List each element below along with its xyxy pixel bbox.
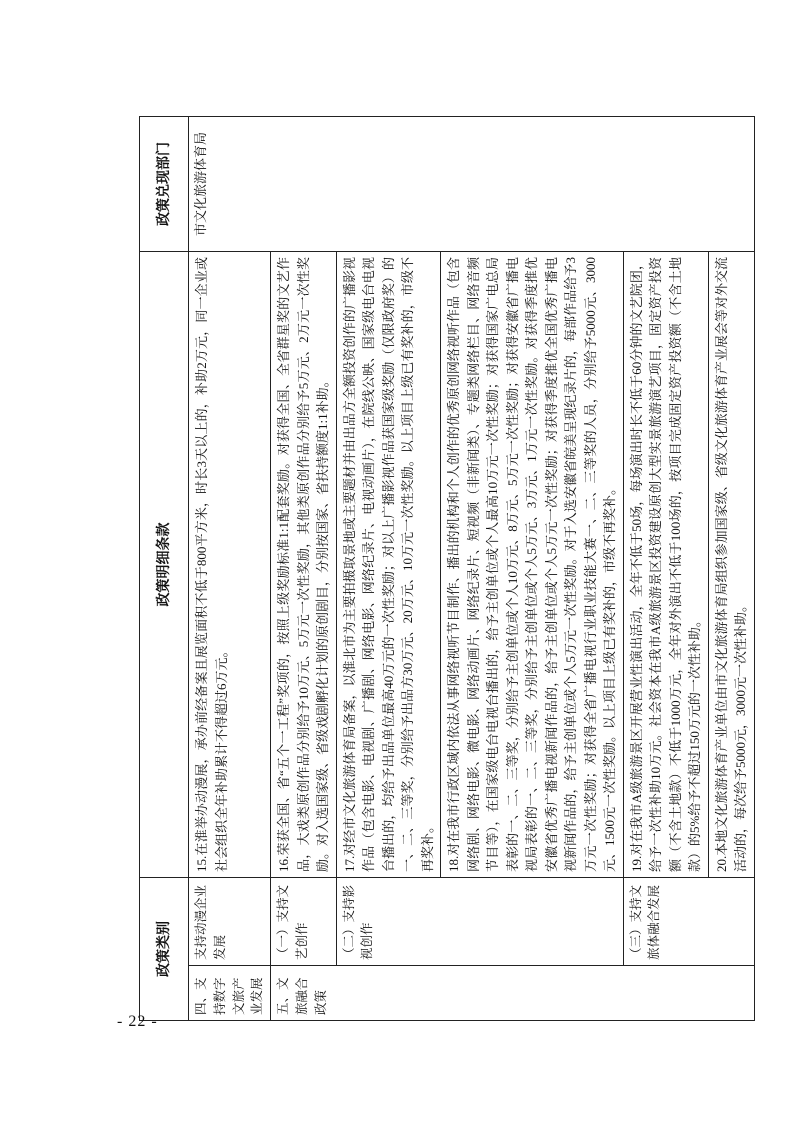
- table-area: [139, 117, 748, 1021]
- table-row: [271, 117, 337, 1021]
- policy-item-17: 17.对经市文化旅游体育局备案，以淮北市为主要拍摄取景地或主要题材并由出品方全额投资创作的广播影视作品（包含电影、电视剧、广播剧、网络电影、网络纪录片、电视动画片），在院线公映、国家级电台电视台播出的，均给予出品单位最高40万元的一次性奖励；对以上广播影视作品获国家级奖励（仅限政府奖）的一、二、三等奖，分别给予出品方30万元、20万元、10万元一次性奖励。以上项目上级已有奖补的，市级不再奖补。: [336, 252, 441, 878]
- section-four-title: 四、支持数字文旅产业发展: [189, 966, 271, 1021]
- section-five-sub2: （二）支持影视创作: [336, 878, 623, 966]
- table-row: [336, 117, 441, 1021]
- policy-table: [139, 116, 755, 1021]
- section-four-sub: 支持动漫企业发展: [189, 878, 271, 966]
- policy-item-19: 19.对在我市A级旅游景区开展营业性演出活动，全年不低于50场，每场演出时长不低于60分钟的文艺院团，给予一次性补助10万元。社会资本在我市A级旅游景区投资建设原创大型实景旅游演艺项目，固定资产投资额（不含土地款）不低于1000万元，全年对外演出不低于100场的，按项目完成固定资产投资额（不含土地款）的5%给予不超过150万元的一次性补助。: [623, 252, 708, 878]
- table-header-row: [140, 117, 189, 1021]
- policy-item-15: 15.在淮举办动漫展，承办前经备案且展览面积不低于800平方米，时长3天以上的，补助2万元，同一企业或社会组织全年补助累计不得超过6万元。: [189, 252, 271, 878]
- page-number: - 22 -: [117, 1013, 158, 1030]
- header-department: 政策兑现部门: [140, 117, 189, 252]
- table-row: [189, 117, 271, 1021]
- rotated-table-container: [139, 117, 748, 1021]
- section-five-title: 五、文旅融合政策: [271, 966, 755, 1021]
- policy-item-16: 16.荣获全国、省“五个一工程”奖项的，按照上级奖励标准1:1配套奖励。对获得全国、全省群星奖的文艺作品，大戏类原创作品分别给予10万元、5万元一次性奖励，其他类原创作品分别给予5万元、2万元一次性奖励。对入选国家级、省级戏剧孵化计划的原创剧目，分别按国家、省扶持额度1:1补助。: [271, 252, 337, 878]
- header-detail: 政策明细条款: [140, 252, 189, 878]
- section-five-sub3: （三）支持文旅体融合发展: [623, 878, 754, 966]
- section-five-sub1: （一）支持文艺创作: [271, 878, 337, 966]
- policy-item-18: 18.对在我市行政区域内依法从事网络视听节目制作、播出的机构和个人创作的优秀原创网络视听作品（包含网络剧、网络电影、微电影、网络动画片、网络纪录片、短视频（非新闻类）、专题类网络栏目、网络音频节目等），在国家级电台电视台播出的，给予主创单位或个人最高10万元一次性奖励；对获得国家广电总局表彰的一、二、三等奖，分别给予主创单位或个人10万元、8万元、5万元一次性奖励；对获得安徽省广播电视局表彰的一、二、三等奖，分别给予主创单位或个人5万元、3万元、1万元一次性奖励。对获得季度推优安徽省优秀广播电视新闻作品的，给予主创单位或个人5万元一次性奖励；对获得季度推优全国优秀广播电视新闻作品的，给予主创单位或个人5万元一次性奖励。对于入选安徽省皖美呈现纪录片的，每部作品给予3万元一次性奖励；对获得全省广播电视行业职业技能大赛一、二、三等奖的人员，分别给予5000元、3000元、1500元一次性奖励。以上项目上级已有奖补的，市级不再奖补。: [441, 252, 624, 878]
- department-cell: 市文化旅游体育局: [189, 117, 755, 252]
- table-row: [623, 117, 708, 1021]
- policy-item-20: 20.本地文化旅游体育产业单位由市文化旅游体育局组织参加国家级、省级文化旅游体育产业展会等对外交流活动的，每次给予5000元，3000元一次性补助。: [708, 252, 754, 878]
- header-category: 政策类别: [140, 878, 189, 1021]
